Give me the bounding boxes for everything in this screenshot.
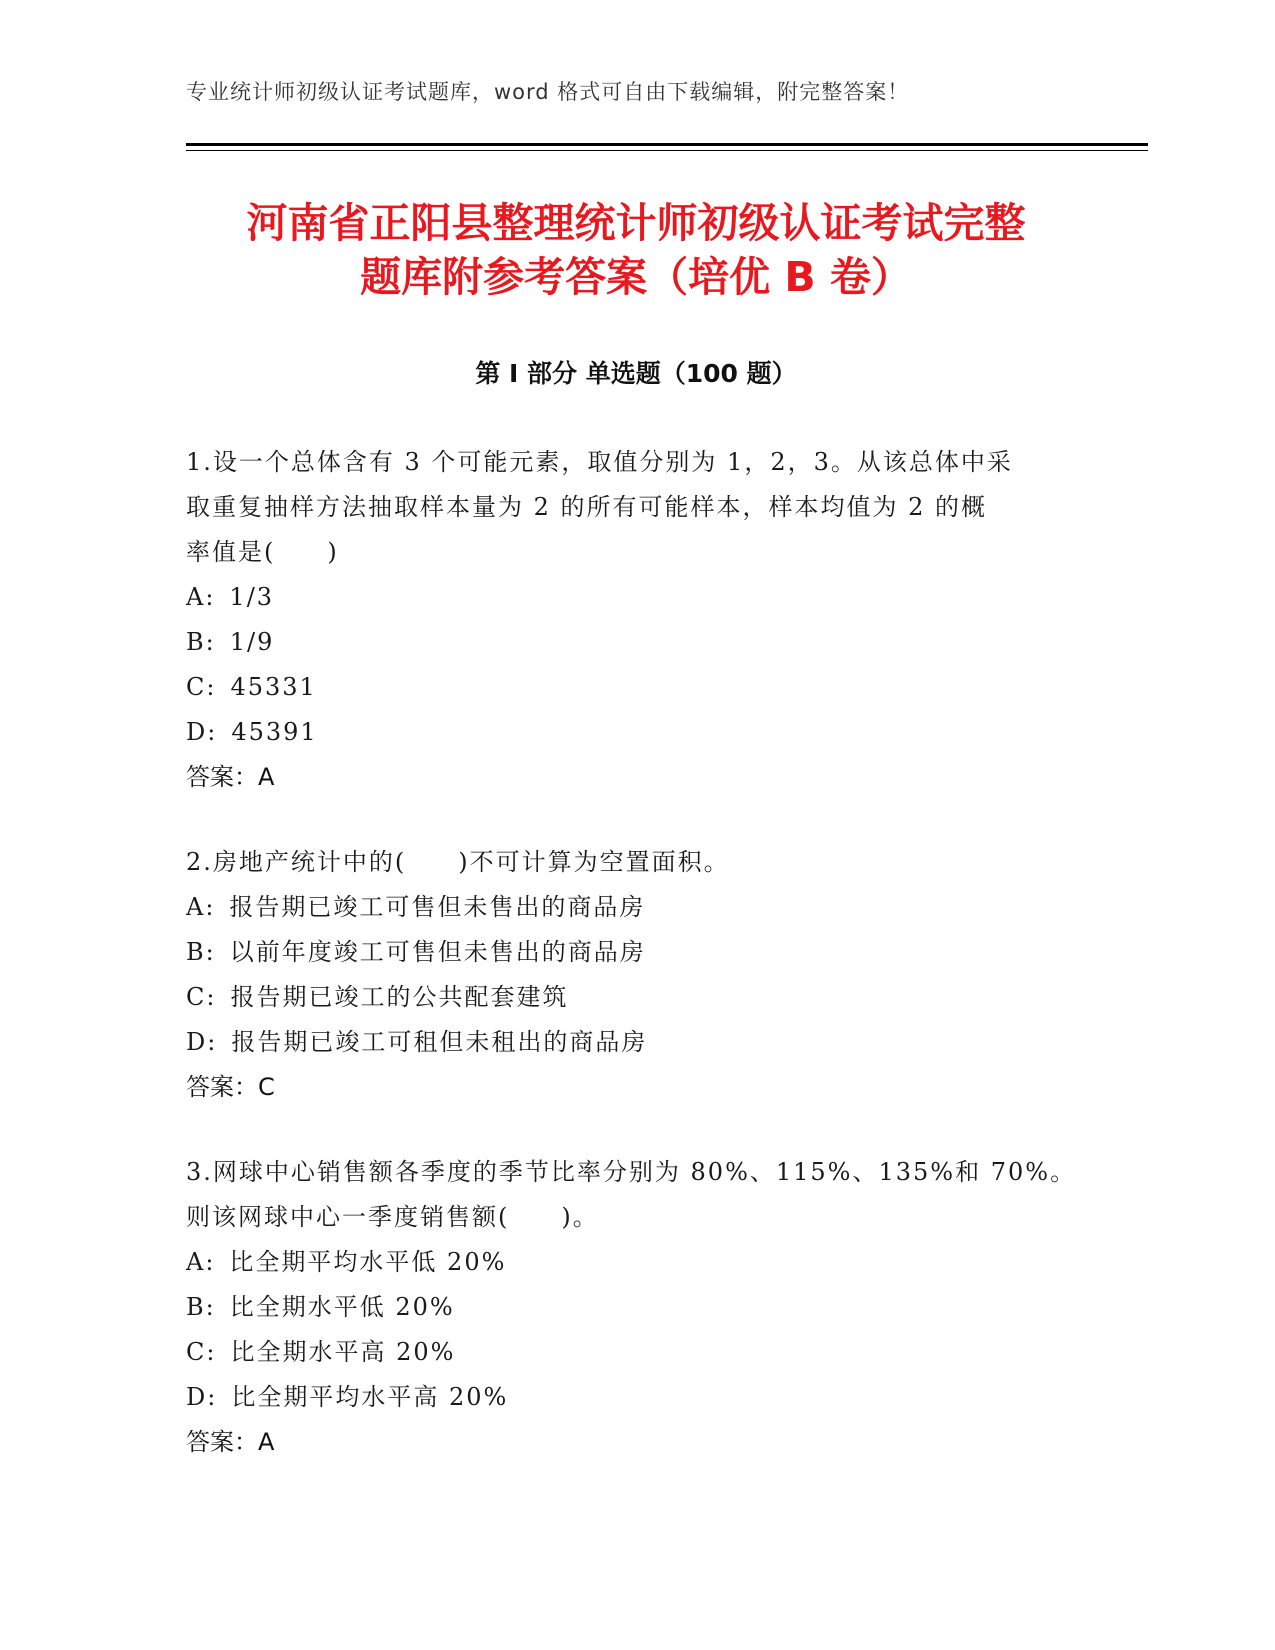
question-3 bbox=[186, 1150, 1086, 1465]
option-text: 报告期已竣工的公共配套建筑 bbox=[230, 983, 569, 1011]
option-c bbox=[186, 665, 1086, 710]
question-list bbox=[186, 440, 1086, 1505]
option-letter: C: bbox=[186, 1338, 217, 1366]
option-text: 比全期平均水平高 20% bbox=[231, 1383, 509, 1411]
question-stem-line: 取重复抽样方法抽取样本量为 2 的所有可能样本，样本均值为 2 的概 bbox=[186, 493, 988, 521]
option-b bbox=[186, 1285, 1086, 1330]
option-b bbox=[186, 930, 1086, 975]
question-stem-line: 2.房地产统计中的( )不可计算为空置面积。 bbox=[186, 848, 730, 876]
question-stem-line: 1.设一个总体含有 3 个可能元素，取值分别为 1，2，3。从该总体中采 bbox=[186, 448, 1013, 476]
option-text: 45331 bbox=[230, 673, 317, 701]
option-c bbox=[186, 975, 1086, 1020]
header-note: 专业统计师初级认证考试题库，word 格式可自由下载编辑，附完整答案！ bbox=[186, 80, 910, 104]
title-line-1: 河南省正阳县整理统计师初级认证考试完整 bbox=[246, 199, 1026, 247]
answer-line: 答案：A bbox=[186, 1428, 275, 1456]
option-letter: B: bbox=[186, 1293, 216, 1321]
option-d bbox=[186, 710, 1086, 755]
option-letter: D: bbox=[186, 1383, 218, 1411]
option-letter: B: bbox=[186, 938, 216, 966]
question-stem-line: 则该网球中心一季度销售额( )。 bbox=[186, 1203, 599, 1231]
option-d bbox=[186, 1020, 1086, 1065]
option-letter: A: bbox=[186, 893, 216, 921]
option-text: 1/3 bbox=[229, 583, 275, 611]
document-title bbox=[186, 196, 1086, 304]
question-stem-line: 率值是( ) bbox=[186, 538, 339, 566]
title-line-2: 题库附参考答案（培优 B 卷） bbox=[360, 253, 912, 301]
option-b bbox=[186, 620, 1086, 665]
option-text: 比全期水平高 20% bbox=[230, 1338, 456, 1366]
option-a bbox=[186, 575, 1086, 620]
option-letter: A: bbox=[186, 1248, 216, 1276]
option-a bbox=[186, 885, 1086, 930]
option-letter: A: bbox=[186, 583, 216, 611]
option-text: 45391 bbox=[231, 718, 318, 746]
option-c bbox=[186, 1330, 1086, 1375]
option-letter: C: bbox=[186, 673, 217, 701]
option-a bbox=[186, 1240, 1086, 1285]
option-letter: D: bbox=[186, 718, 218, 746]
option-text: 以前年度竣工可售但未售出的商品房 bbox=[229, 938, 646, 966]
header-rule-thin bbox=[186, 150, 1148, 151]
answer-line: 答案：C bbox=[186, 1073, 275, 1101]
header-rule-thick bbox=[186, 143, 1148, 146]
option-text: 报告期已竣工可售但未售出的商品房 bbox=[229, 893, 646, 921]
option-text: 1/9 bbox=[229, 628, 275, 656]
section-heading: 第 I 部分 单选题（100 题） bbox=[475, 359, 797, 388]
option-letter: D: bbox=[186, 1028, 218, 1056]
option-d bbox=[186, 1375, 1086, 1420]
option-letter: B: bbox=[186, 628, 216, 656]
question-1 bbox=[186, 440, 1086, 800]
question-2 bbox=[186, 840, 1086, 1110]
option-text: 比全期平均水平低 20% bbox=[229, 1248, 507, 1276]
option-text: 比全期水平低 20% bbox=[229, 1293, 455, 1321]
question-stem-line: 3.网球中心销售额各季度的季节比率分别为 80%、115%、135%和 70%。 bbox=[186, 1158, 1077, 1186]
option-letter: C: bbox=[186, 983, 217, 1011]
answer-line: 答案：A bbox=[186, 763, 275, 791]
option-text: 报告期已竣工可租但未租出的商品房 bbox=[231, 1028, 648, 1056]
